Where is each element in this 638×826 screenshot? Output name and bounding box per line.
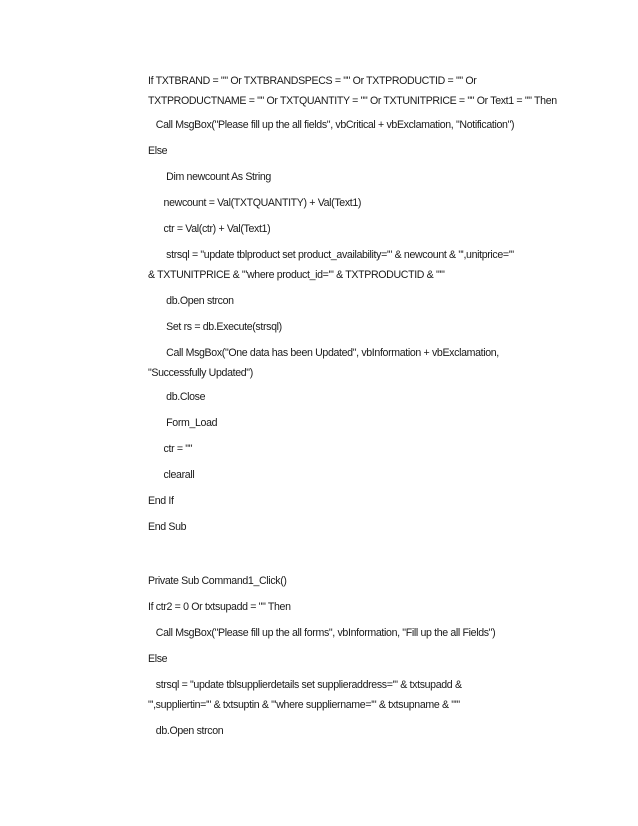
code-line: Call MsgBox("Please fill up the all forms", vbInformation, "Fill up the all Fields") — [148, 627, 496, 639]
code-line: db.Open strcon — [148, 295, 234, 307]
code-line: strsql = "update tblproduct set product_availability='" & newcount & "',unitprice='" — [148, 249, 514, 261]
code-line: Else — [148, 145, 168, 157]
code-line: Dim newcount As String — [148, 171, 271, 183]
code-line: Call MsgBox("One data has been Updated", vbInformation + vbExclamation, — [148, 347, 499, 359]
code-line: Private Sub Command1_Click() — [148, 575, 287, 587]
code-line: strsql = "update tblsupplierdetails set supplieraddress='" & txtsupadd & — [148, 679, 462, 691]
code-line: End If — [148, 495, 174, 507]
code-line: db.Close — [148, 391, 206, 403]
code-line: "Successfully Updated") — [148, 367, 253, 379]
code-line: Else — [148, 653, 168, 665]
code-line: Call MsgBox("Please fill up the all fields", vbCritical + vbExclamation, "Notification") — [148, 119, 515, 131]
code-line: clearall — [148, 469, 195, 481]
code-line: ctr = "" — [148, 443, 193, 455]
code-line: db.Open strcon — [148, 725, 224, 737]
code-line: End Sub — [148, 521, 187, 533]
code-line: If TXTBRAND = "" Or TXTBRANDSPECS = "" Or TXTPRODUCTID = "" Or — [148, 75, 477, 87]
code-line: "',suppliertin='" & txtsuptin & "'where suppliername='" & txtsupname & "'" — [148, 699, 460, 711]
code-line: ctr = Val(ctr) + Val(Text1) — [148, 223, 271, 235]
code-line: Form_Load — [148, 417, 218, 429]
code-line: & TXTUNITPRICE & "'where product_id='" & TXTPRODUCTID & "'" — [148, 269, 445, 281]
code-line: TXTPRODUCTNAME = "" Or TXTQUANTITY = "" Or TXTUNITPRICE = "" Or Text1 = "" Then — [148, 95, 557, 107]
code-line: newcount = Val(TXTQUANTITY) + Val(Text1) — [148, 197, 362, 209]
code-line: If ctr2 = 0 Or txtsupadd = "" Then — [148, 601, 291, 613]
code-line: Set rs = db.Execute(strsql) — [148, 321, 282, 333]
